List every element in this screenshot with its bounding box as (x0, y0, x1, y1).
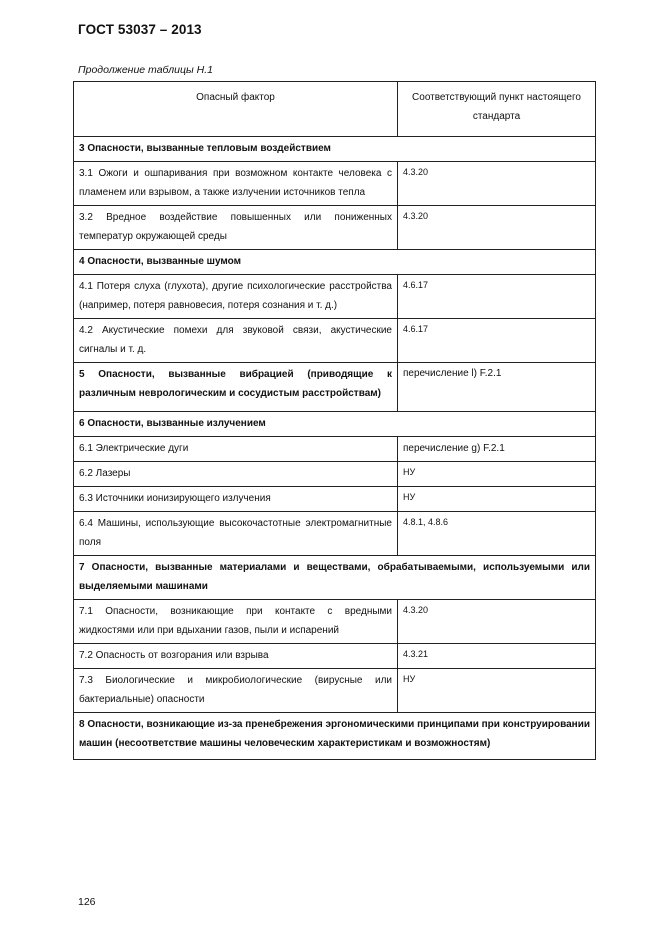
table-row (74, 512, 596, 556)
hazard-factor: 6.3 Источники ионизирующего излучения (74, 487, 398, 512)
section-title: 6 Опасности, вызванные излучением (74, 412, 596, 437)
table-row (74, 206, 596, 250)
table-row (74, 437, 596, 462)
reference-clause: 4.6.17 (398, 319, 596, 363)
reference-clause: 4.8.1, 4.8.6 (398, 512, 596, 556)
table-row (74, 600, 596, 644)
hazard-factor: 3.2 Вредное воздействие повышенных или пониженных температур окружающей среды (74, 206, 398, 250)
hazard-factor: 6.4 Машины, использующие высокочастотные электромагнитные поля (74, 512, 398, 556)
hazard-factor: 6.1 Электрические дуги (74, 437, 398, 462)
section-row (74, 556, 596, 600)
column-header-hazard: Опасный фактор (74, 82, 398, 137)
section-title: 8 Опасности, возникающие из-за пренебрежения эргономическими принципами при конструировании машин (несоответствие машины человеческим характеристикам и возможностям) (74, 713, 596, 760)
reference-clause: 4.3.21 (398, 644, 596, 669)
section-row (74, 250, 596, 275)
page-number: 126 (78, 896, 96, 908)
section-row (74, 412, 596, 437)
reference-clause: 4.3.20 (398, 600, 596, 644)
reference-clause: НУ (398, 487, 596, 512)
reference-clause: перечисление g) F.2.1 (398, 437, 596, 462)
hazard-factor: 7.2 Опасность от возгорания или взрыва (74, 644, 398, 669)
column-header-reference: Соответствующий пункт настоящего стандарта (398, 82, 596, 137)
hazard-factor: 3.1 Ожоги и ошпаривания при возможном контакте человека с пламенем или взрывом, а также излучении источников тепла (74, 162, 398, 206)
hazard-factor: 6.2 Лазеры (74, 462, 398, 487)
table-caption: Продолжение таблицы Н.1 (78, 64, 213, 76)
hazard-factor: 7.3 Биологические и микробиологические (вирусные или бактериальные) опасности (74, 669, 398, 713)
section-title: 7 Опасности, вызванные материалами и веществами, обрабатываемыми, используемыми или выделяемыми машинами (74, 556, 596, 600)
hazard-factor: 7.1 Опасности, возникающие при контакте с вредными жидкостями или при вдыхании газов, пыли и испарений (74, 600, 398, 644)
section-title: 4 Опасности, вызванные шумом (74, 250, 596, 275)
reference-clause: НУ (398, 669, 596, 713)
table-header-row (74, 82, 596, 137)
table-row (74, 319, 596, 363)
section-row (74, 713, 596, 760)
section-title: 3 Опасности, вызванные тепловым воздействием (74, 137, 596, 162)
hazards-table (73, 81, 596, 760)
reference-clause: 4.6.17 (398, 275, 596, 319)
table-row (74, 644, 596, 669)
hazard-factor: 4.2 Акустические помехи для звуковой связи, акустические сигналы и т. д. (74, 319, 398, 363)
hazard-factor-section: 5 Опасности, вызванные вибрацией (приводящие к различным неврологическим и сосудистым расстройствам) (74, 363, 398, 412)
reference-clause: 4.3.20 (398, 206, 596, 250)
reference-clause: 4.3.20 (398, 162, 596, 206)
table-row (74, 275, 596, 319)
hazard-factor: 4.1 Потеря слуха (глухота), другие психологические расстройства (например, потеря равновесия, потеря сознания и т. д.) (74, 275, 398, 319)
section-row (74, 137, 596, 162)
table-row (74, 487, 596, 512)
table-row (74, 162, 596, 206)
reference-clause: перечисление l) F.2.1 (398, 363, 596, 412)
document-header: ГОСТ 53037 – 2013 (78, 22, 202, 37)
table-row (74, 669, 596, 713)
table-row (74, 363, 596, 412)
table-row (74, 462, 596, 487)
reference-clause: НУ (398, 462, 596, 487)
